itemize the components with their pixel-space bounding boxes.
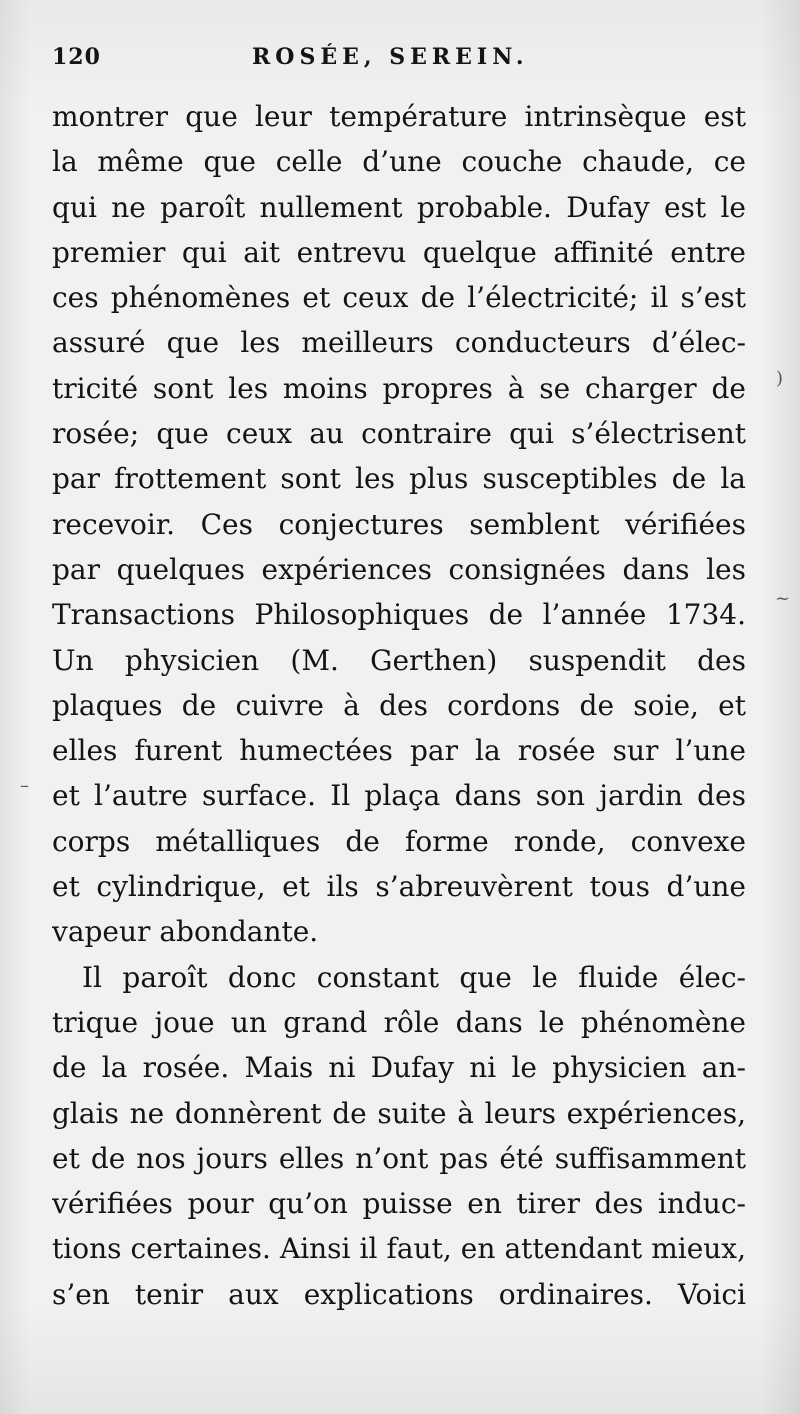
text-line: glais ne donnèrent de suite à leurs expériences, — [52, 1096, 746, 1130]
text-line: premier qui ait entrevu quelque affinité entre — [52, 235, 746, 269]
margin-tilde-mark: ~ — [775, 588, 791, 609]
text-line: vérifiées pour qu’on puisse en tirer des induc- — [52, 1187, 746, 1221]
text-line: par quelques expériences consignées dans les — [52, 552, 746, 586]
text-line: Transactions Philosophiques de l’année 1734. — [52, 598, 746, 632]
text-line: et de nos jours elles n’ont pas été suffisamment — [52, 1141, 746, 1175]
text-line: tricité sont les moins propres à se charger de — [52, 371, 746, 405]
text-line: par frottement sont les plus susceptibles de la — [52, 462, 746, 496]
text-line: assuré que les meilleurs conducteurs d’élec- — [52, 326, 746, 360]
text-line: s’en tenir aux explications ordinaires. Voici — [52, 1277, 746, 1311]
margin-tick-mark: ) — [776, 368, 784, 389]
text-line: trique joue un grand rôle dans le phénomène — [52, 1005, 746, 1039]
text-line: ces phénomènes et ceux de l’électricité; il s’est — [52, 281, 746, 315]
text-line: et cylindrique, et ils s’abreuvèrent tous d’une — [52, 870, 746, 904]
page-header — [52, 44, 752, 80]
text-line: plaques de cuivre à des cordons de soie, et — [52, 688, 746, 722]
text-line: corps métalliques de forme ronde, convexe — [52, 824, 746, 858]
text-line: montrer que leur température intrinsèque est — [52, 100, 746, 133]
page-number: 120 — [52, 44, 101, 70]
text-line: qui ne paroît nullement probable. Dufay est le — [52, 190, 746, 224]
text-line: de la rosée. Mais ni Dufay ni le physicien an- — [52, 1051, 746, 1085]
text-line: elles furent humectées par la rosée sur l’une — [52, 734, 746, 768]
running-title: ROSÉE, SEREIN. — [252, 44, 529, 70]
margin-dash-mark: – — [20, 775, 29, 796]
body-text — [52, 94, 746, 1317]
text-line: la même que celle d’une couche chaude, ce — [52, 145, 746, 179]
text-line: Un physicien (M. Gerthen) suspendit des — [52, 643, 746, 677]
text-line: et l’autre surface. Il plaça dans son jardin des — [52, 779, 746, 813]
text-line: tions certaines. Ainsi il faut, en attendant mieux, — [52, 1232, 746, 1266]
text-line: vapeur abondante. — [52, 915, 319, 949]
text-line: recevoir. Ces conjectures semblent vérifiées — [52, 507, 746, 541]
text-line: Il paroît donc constant que le fluide élec- — [82, 960, 746, 994]
text-line: rosée; que ceux au contraire qui s’électrisent — [52, 417, 746, 451]
